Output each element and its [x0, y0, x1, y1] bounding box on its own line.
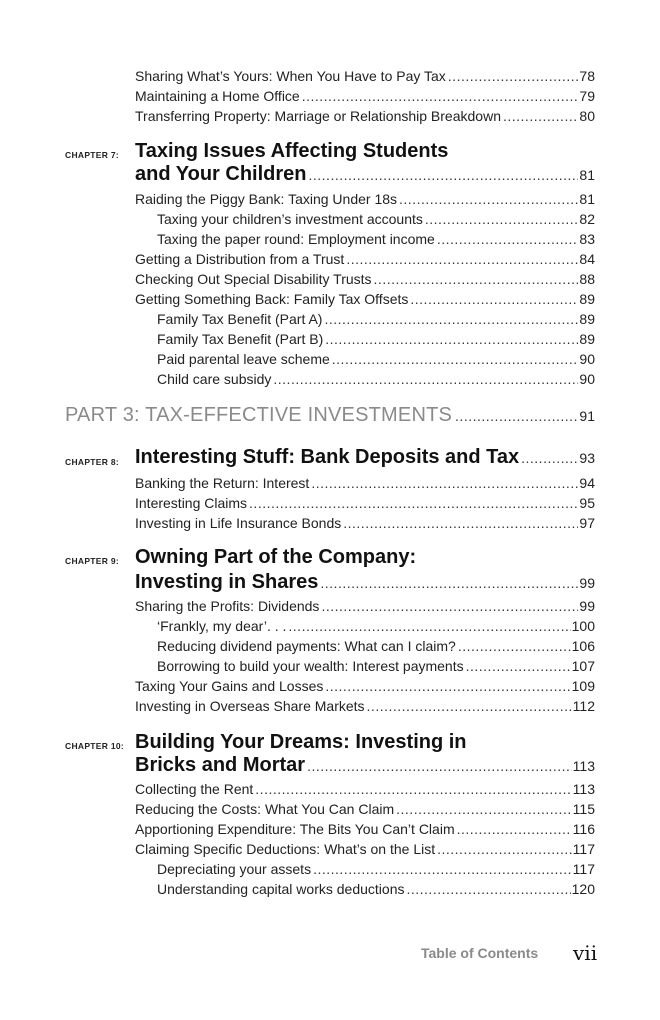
- toc-subentry[interactable]: [157, 369, 595, 389]
- toc-entry-title: Banking the Return: Interest: [135, 475, 310, 491]
- chapter-title-line1: Taxing Issues Affecting Students: [135, 140, 449, 162]
- chapter-page: 113: [572, 758, 595, 774]
- dot-leader: [457, 819, 572, 839]
- toc-entry-title: Raiding the Piggy Bank: Taxing Under 18s: [135, 191, 398, 207]
- running-footer-label: Table of Contents: [421, 945, 539, 961]
- toc-entry-title: Sharing What’s Yours: When You Have to Pay Tax: [135, 68, 446, 84]
- chapter-page: 99: [579, 575, 595, 591]
- toc-entry-title: Paid parental leave scheme: [157, 351, 330, 367]
- dot-leader: [302, 86, 579, 106]
- part-heading-entry[interactable]: [65, 404, 595, 432]
- toc-entry-title: Child care subsidy: [157, 371, 272, 387]
- dot-leader: [288, 616, 570, 636]
- toc-entry[interactable]: [135, 676, 595, 696]
- toc-entry-page: 81: [579, 191, 595, 207]
- dot-leader: [425, 209, 579, 229]
- chapter-title-line2: Bricks and Mortar: [135, 754, 306, 776]
- toc-entry-page: 97: [579, 515, 595, 531]
- dot-leader: [324, 309, 578, 329]
- toc-entry-title: Investing in Life Insurance Bonds: [135, 515, 342, 531]
- dot-leader: [437, 839, 572, 859]
- dot-leader: [249, 493, 578, 513]
- toc-entry-title: Maintaining a Home Office: [135, 88, 300, 104]
- dot-leader: [503, 106, 578, 126]
- chapter-title-entry[interactable]: [135, 161, 595, 187]
- toc-entry-title: Investing in Overseas Share Markets: [135, 698, 365, 714]
- toc-entry-page: 120: [571, 881, 595, 897]
- toc-entry-page: 88: [579, 271, 595, 287]
- chapter-title-line1: Building Your Dreams: Investing in: [135, 731, 467, 753]
- chapter-title-entry[interactable]: [135, 569, 595, 595]
- toc-entry-title: Sharing the Profits: Dividends: [135, 598, 320, 614]
- toc-entry[interactable]: [135, 189, 595, 209]
- toc-entry-page: 89: [579, 311, 595, 327]
- dot-leader: [346, 249, 578, 269]
- toc-subentry[interactable]: [157, 616, 595, 636]
- toc-entry-page: 113: [572, 781, 595, 797]
- chapter-title-entry[interactable]: [135, 444, 595, 470]
- toc-entry[interactable]: [135, 596, 595, 616]
- dot-leader: [448, 66, 579, 86]
- toc-entry-title: Reducing dividend payments: What can I claim?: [157, 638, 456, 654]
- toc-entry-page: 99: [579, 598, 595, 614]
- toc-entry[interactable]: [135, 799, 595, 819]
- toc-entry-page: 82: [579, 211, 595, 227]
- dot-leader: [320, 570, 578, 596]
- toc-entry-title: Transferring Property: Marriage or Relationship Breakdown: [135, 108, 501, 124]
- toc-entry[interactable]: [135, 839, 595, 859]
- toc-subentry[interactable]: [157, 309, 595, 329]
- toc-entry-page: 90: [579, 371, 595, 387]
- toc-entry[interactable]: [135, 249, 595, 269]
- toc-entry-title: Claiming Specific Deductions: What’s on the List: [135, 841, 436, 857]
- dot-leader: [311, 473, 578, 493]
- toc-entry-title: Checking Out Special Disability Trusts: [135, 271, 372, 287]
- dot-leader: [367, 696, 572, 716]
- dot-leader: [410, 289, 578, 309]
- toc-entry-page: 117: [572, 861, 595, 877]
- dot-leader: [321, 596, 578, 616]
- toc-subentry[interactable]: [157, 636, 595, 656]
- chapter-label: CHAPTER 9:: [65, 556, 120, 566]
- toc-entry[interactable]: [135, 86, 595, 106]
- toc-entry-page: 100: [571, 618, 595, 634]
- toc-entry-title: ‘Frankly, my dear’. . .: [157, 618, 287, 634]
- toc-entry-title: Apportioning Expenditure: The Bits You Can’t Claim: [135, 821, 455, 837]
- toc-entry-title: Interesting Claims: [135, 495, 248, 511]
- toc-entry-title: Collecting the Rent: [135, 781, 254, 797]
- dot-leader: [466, 656, 571, 676]
- toc-entry-page: 107: [571, 658, 595, 674]
- toc-entry-title: Taxing your children’s investment accounts: [157, 211, 423, 227]
- dot-leader: [309, 162, 579, 188]
- toc-entry[interactable]: [135, 269, 595, 289]
- chapter-title-entry[interactable]: [135, 752, 595, 778]
- part-page: 91: [579, 408, 595, 424]
- dot-leader: [521, 445, 578, 471]
- toc-entry-page: 84: [579, 251, 595, 267]
- page-number: vii: [573, 941, 598, 965]
- chapter-title: Interesting Stuff: Bank Deposits and Tax: [135, 446, 520, 468]
- dot-leader: [396, 799, 572, 819]
- dot-leader: [273, 369, 578, 389]
- toc-entry-page: 94: [579, 475, 595, 491]
- dot-leader: [343, 513, 578, 533]
- toc-entry-page: 83: [579, 231, 595, 247]
- toc-subentry[interactable]: [157, 349, 595, 369]
- toc-entry[interactable]: [135, 493, 595, 513]
- toc-entry-page: 112: [572, 698, 595, 714]
- toc-entry-title: Taxing the paper round: Employment income: [157, 231, 435, 247]
- toc-entry-page: 115: [572, 801, 595, 817]
- dot-leader: [255, 779, 571, 799]
- toc-subentry[interactable]: [157, 229, 595, 249]
- toc-subentry[interactable]: [157, 879, 595, 899]
- toc-entry-page: 116: [572, 821, 595, 837]
- toc-entry-title: Borrowing to build your wealth: Interest payments: [157, 658, 464, 674]
- toc-entry-page: 89: [579, 291, 595, 307]
- toc-entry[interactable]: [135, 819, 595, 839]
- dot-leader: [374, 269, 579, 289]
- toc-entry-page: 80: [579, 108, 595, 124]
- chapter-title-line2: and Your Children: [135, 163, 307, 185]
- toc-entry-page: 78: [579, 68, 595, 84]
- toc-entry-title: Depreciating your assets: [157, 861, 312, 877]
- toc-entry-page: 109: [571, 678, 595, 694]
- toc-subentry[interactable]: [157, 329, 595, 349]
- dot-leader: [437, 229, 579, 249]
- toc-entry[interactable]: [135, 289, 595, 309]
- chapter-label: CHAPTER 7:: [65, 150, 120, 160]
- dot-leader: [406, 879, 570, 899]
- toc-entry-page: 89: [579, 331, 595, 347]
- dot-leader: [307, 753, 572, 779]
- toc-entry-page: 90: [579, 351, 595, 367]
- toc-entry[interactable]: [135, 473, 595, 493]
- toc-entry-page: 95: [579, 495, 595, 511]
- toc-entry-title: Family Tax Benefit (Part A): [157, 311, 323, 327]
- toc-entry-page: 117: [572, 841, 595, 857]
- dot-leader: [313, 859, 572, 879]
- toc-entry-page: 79: [579, 88, 595, 104]
- toc-entry-title: Reducing the Costs: What You Can Claim: [135, 801, 395, 817]
- toc-entry[interactable]: [135, 66, 595, 86]
- dot-leader: [458, 636, 571, 656]
- toc-entry-title: Understanding capital works deductions: [157, 881, 405, 897]
- toc-entry-title: Taxing Your Gains and Losses: [135, 678, 324, 694]
- chapter-title-line2: Investing in Shares: [135, 571, 319, 593]
- dot-leader: [325, 676, 570, 696]
- chapter-title-line1: Owning Part of the Company:: [135, 546, 417, 568]
- toc-entry-title: Getting a Distribution from a Trust: [135, 251, 345, 267]
- chapter-page: 81: [579, 167, 595, 183]
- dot-leader: [455, 408, 578, 424]
- toc-entry[interactable]: [135, 696, 595, 716]
- dot-leader: [332, 349, 579, 369]
- toc-subentry[interactable]: [157, 209, 595, 229]
- toc-entry[interactable]: [135, 513, 595, 533]
- toc-subentry[interactable]: [157, 859, 595, 879]
- dot-leader: [325, 329, 578, 349]
- toc-subentry[interactable]: [157, 656, 595, 676]
- toc-entry[interactable]: [135, 779, 595, 799]
- chapter-page: 93: [579, 450, 595, 466]
- part-title: PART 3: TAX-EFFECTIVE INVESTMENTS: [65, 404, 453, 426]
- toc-entry[interactable]: [135, 106, 595, 126]
- toc-entry-title: Family Tax Benefit (Part B): [157, 331, 324, 347]
- toc-entry-title: Getting Something Back: Family Tax Offsets: [135, 291, 409, 307]
- chapter-label: CHAPTER 8:: [65, 457, 120, 467]
- dot-leader: [399, 189, 578, 209]
- chapter-label: CHAPTER 10:: [65, 741, 125, 751]
- toc-entry-page: 106: [571, 638, 595, 654]
